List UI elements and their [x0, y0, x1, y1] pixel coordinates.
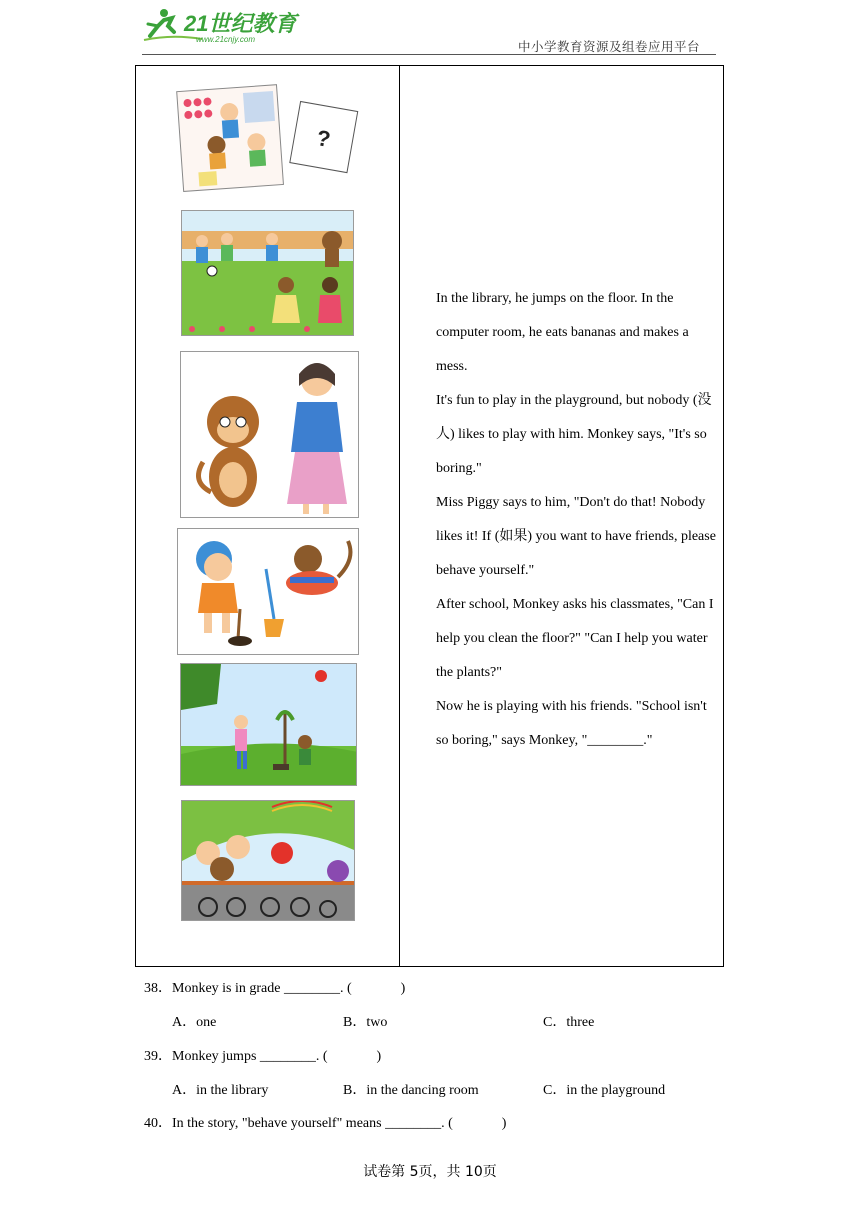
picture-watering: [180, 663, 357, 786]
question-38-option-c[interactable]: C．three: [543, 1015, 595, 1030]
question-39-option-a[interactable]: A．in the library: [172, 1083, 269, 1098]
story-text: [436, 282, 716, 758]
header-divider: [142, 54, 716, 55]
platform-name: 中小学教育资源及组卷应用平台: [518, 39, 701, 54]
logo-text: 21世纪教育: [184, 11, 297, 36]
question-mark-card: ?: [314, 125, 333, 153]
question-40: 40．In the story, "behave yourself" means ________. ( ): [144, 1116, 507, 1131]
logo-url: www.21cnjy.com: [196, 35, 255, 44]
story-paragraph: It's fun to play in the playground, but nobody (没人) likes to play with him. Monkey says, "It's so boring.": [436, 393, 712, 476]
story-paragraph: Miss Piggy says to him, "Don't do that! Nobody likes it! If (如果) you want to have friends, please behave yourself.": [436, 495, 716, 578]
picture-sweeping: [177, 528, 359, 655]
picture-bikes: [181, 800, 355, 921]
question-38-option-a[interactable]: A．one: [172, 1015, 217, 1030]
story-paragraph: In the library, he jumps on the floor. In the computer room, he eats bananas and makes a mess.: [436, 291, 689, 374]
story-paragraph: Now he is playing with his friends. "School isn't so boring," says Monkey, "________.": [436, 699, 707, 748]
picture-classroom: [176, 82, 362, 197]
picture-playground: [181, 210, 354, 336]
question-39-option-b[interactable]: B．in the dancing room: [343, 1083, 479, 1098]
table-column-divider: [399, 65, 400, 967]
picture-monkey-teacher: [180, 351, 359, 518]
question-39: 39．Monkey jumps ________. ( ): [144, 1049, 382, 1064]
question-38: 38．Monkey is in grade ________. ( ): [144, 981, 406, 996]
page-number: 试卷第 5页，共 10页: [363, 1164, 497, 1180]
story-paragraph: After school, Monkey asks his classmates, "Can I help you clean the floor?" "Can I help you water the plants?": [436, 597, 714, 680]
question-38-option-b[interactable]: B．two: [343, 1015, 388, 1030]
site-logo: [142, 6, 312, 46]
question-39-option-c[interactable]: C．in the playground: [543, 1083, 666, 1098]
